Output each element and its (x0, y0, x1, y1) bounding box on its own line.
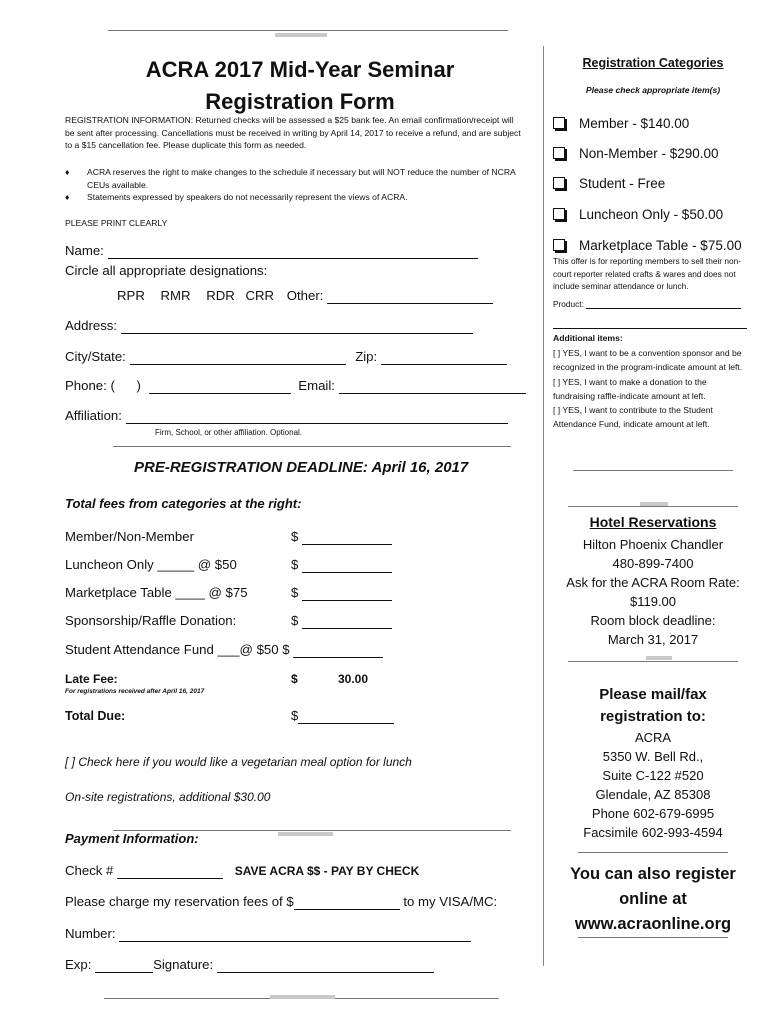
right-rule-3 (568, 661, 738, 662)
zip-input[interactable] (381, 364, 507, 365)
marketplace-note: This offer is for reporting members to sell their non-court reporter related crafts & wares and does not include seminar attendance or lunch. (553, 256, 741, 291)
fee-amount-marketplace[interactable]: $ (291, 585, 392, 601)
product-field[interactable]: Product: (553, 299, 741, 309)
total-due-field[interactable]: $ (291, 708, 394, 724)
name-field[interactable]: Name: (65, 243, 478, 259)
right-rule-1 (573, 470, 733, 471)
fee-amount-luncheon[interactable]: $ (291, 557, 392, 573)
charge-amount-input[interactable] (294, 909, 400, 910)
card-number-input[interactable] (119, 941, 471, 942)
hotel-heading: Hotel Reservations (589, 514, 717, 530)
mail-heading: Please mail/fax registration to: (599, 686, 707, 725)
fee-row-marketplace[interactable]: Marketplace Table ____ @ $75 (65, 585, 248, 600)
additional-items[interactable]: [ ] YES, I want to be a convention sponsor and be recognized in the program-indicate amount at left. [ ] YES, I want to make a donation to the fundraising raffle-indicate amount at left. [ ] YES, I want to contribute to the Student Attendance Fund, indicate amount at left. (553, 348, 743, 430)
fee-row-student-fund[interactable]: Student Attendance Fund ___@ $50 $ (65, 642, 383, 658)
online-register: You can also register online at www.acraonline.org (553, 862, 753, 937)
categories-subheading: Please check appropriate item(s) (585, 85, 721, 95)
section-rule (113, 446, 511, 447)
designation-rmr[interactable]: RMR (160, 288, 191, 303)
top-rule (108, 30, 508, 31)
address-field[interactable]: Address: (65, 318, 473, 334)
affiliation-input[interactable] (126, 423, 508, 424)
print-clearly: PLEASE PRINT CLEARLY (65, 218, 168, 228)
right-rule-2 (568, 506, 738, 507)
category-non-member[interactable]: Non-Member - $290.00 (553, 146, 719, 161)
email-input[interactable] (339, 393, 526, 394)
late-fee-label: Late Fee: (65, 672, 118, 686)
vegetarian-option[interactable]: [ ] Check here if you would like a vegetarian meal option for lunch (65, 755, 412, 769)
fee-amount-member[interactable]: $ (291, 529, 392, 545)
registration-info: REGISTRATION INFORMATION: Returned checks will be assessed a $25 bank fee. An email confirmation/receipt will be sent after processing. Cancellations must be received in writing by April 14, 2017 to receive a refund, and are subject to a $15 cancellation fee. Please duplicate this form as needed. (65, 115, 521, 150)
late-fee-currency: $ (291, 672, 298, 686)
designation-rpr[interactable]: RPR (117, 288, 145, 303)
phone-email-field[interactable]: Phone: ( ) Email: (65, 378, 526, 394)
late-fee-note: For registrations received after April 16, 2017 (65, 688, 205, 695)
check-field[interactable]: Check # SAVE ACRA $$ - PAY BY CHECK (65, 863, 420, 878)
bullet-item: ♦ Statements expressed by speakers do not necessarily represent the views of ACRA. (65, 192, 408, 202)
exp-input[interactable] (95, 972, 153, 973)
fee-amount-sponsorship[interactable]: $ (291, 613, 392, 629)
payment-heading: Payment Information: (65, 831, 199, 846)
fee-row-sponsorship[interactable]: Sponsorship/Raffle Donation: (65, 613, 237, 628)
designation-crr[interactable]: CRR (245, 288, 275, 303)
right-rule-4 (578, 852, 728, 853)
bullet-item: ♦ ACRA reserves the right to make changes to the schedule if necessary but will NOT reduce the number of NCRA CEUs available. (65, 167, 516, 190)
column-divider (543, 46, 544, 966)
page-title: ACRA 2017 Mid-Year Seminar Registration Form (145, 57, 455, 114)
check-number-input[interactable] (117, 878, 223, 879)
charge-field[interactable]: Please charge my reservation fees of $ to my VISA/MC: (65, 894, 498, 909)
member-checkbox[interactable] (553, 117, 565, 129)
city-state-input[interactable] (130, 364, 346, 365)
fee-row-luncheon[interactable]: Luncheon Only _____ @ $50 (65, 557, 237, 572)
phone-input[interactable] (149, 393, 291, 394)
mail-address: ACRA 5350 W. Bell Rd., Suite C-122 #520 Glendale, AZ 85308 Phone 602-679-6995 Facsimile 602-993-4594 (583, 730, 723, 840)
marketplace-checkbox[interactable] (553, 239, 565, 251)
categories-heading: Registration Categories (582, 56, 724, 70)
affiliation-hint: Firm, School, or other affiliation. Optional. (155, 428, 303, 437)
category-member[interactable]: Member - $140.00 (553, 116, 689, 131)
card-number-field[interactable]: Number: (65, 926, 471, 942)
info-bullets (65, 166, 525, 204)
category-luncheon[interactable]: Luncheon Only - $50.00 (553, 207, 723, 222)
online-url-link[interactable]: www.acraonline.org (574, 915, 732, 933)
student-checkbox[interactable] (553, 177, 565, 189)
fee-row-member[interactable]: Member/Non-Member (65, 529, 194, 544)
product-input[interactable] (586, 308, 741, 309)
non-member-checkbox[interactable] (553, 147, 565, 159)
onsite-note: On-site registrations, additional $30.00 (65, 790, 271, 804)
payment-tab (278, 832, 333, 836)
category-marketplace[interactable]: Marketplace Table - $75.00 (553, 238, 742, 253)
right-rule-5 (578, 937, 728, 938)
signature-input[interactable] (217, 972, 434, 973)
category-student[interactable]: Student - Free (553, 176, 665, 191)
fees-heading: Total fees from categories at the right: (65, 496, 302, 511)
exp-signature-field[interactable]: Exp: Signature: (65, 957, 434, 973)
product-line-2 (553, 328, 747, 329)
address-input[interactable] (121, 333, 473, 334)
right-tab-2 (646, 656, 672, 660)
designations-row[interactable]: RPR RMR RDR CRR Other: (117, 288, 493, 304)
additional-heading: Additional items: (553, 333, 623, 343)
other-designation-input[interactable] (327, 303, 493, 304)
affiliation-field[interactable]: Affiliation: (65, 408, 508, 424)
top-tab (275, 33, 327, 37)
designation-rdr[interactable]: RDR (206, 288, 235, 303)
designations-label: Circle all appropriate designations: (65, 263, 268, 278)
late-fee-amount: 30.00 (338, 672, 369, 686)
bottom-tab (270, 995, 335, 999)
luncheon-checkbox[interactable] (553, 208, 565, 220)
name-input[interactable] (108, 258, 478, 259)
deadline-heading: PRE-REGISTRATION DEADLINE: April 16, 2017 (134, 459, 469, 476)
total-due-label: Total Due: (65, 709, 126, 723)
city-zip-field[interactable]: City/State: Zip: (65, 349, 507, 365)
hotel-details: Hilton Phoenix Chandler 480-899-7400 Ask for the ACRA Room Rate: $119.00 Room block deadline: March 31, 2017 (566, 537, 740, 647)
